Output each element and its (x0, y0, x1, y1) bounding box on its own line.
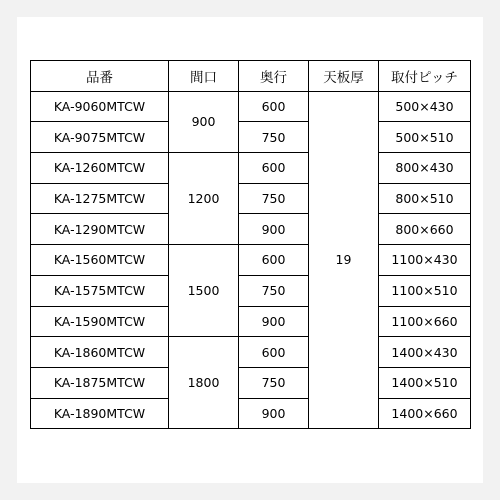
model-cell: KA-1860MTCW (31, 337, 169, 368)
model-cell: KA-1560MTCW (31, 245, 169, 276)
model-cell: KA-1590MTCW (31, 306, 169, 337)
table-row (31, 122, 471, 153)
model-cell: KA-9060MTCW (31, 91, 169, 122)
pitch-cell: 800×660 (379, 214, 471, 245)
header-width: 間口 (169, 61, 239, 92)
spec-table (30, 60, 471, 429)
depth-cell: 600 (239, 245, 309, 276)
pitch-cell: 1100×510 (379, 275, 471, 306)
depth-cell: 900 (239, 214, 309, 245)
header-row (31, 61, 471, 92)
depth-cell: 600 (239, 153, 309, 184)
table-row (31, 337, 471, 368)
depth-cell: 900 (239, 398, 309, 429)
header-model: 品番 (31, 61, 169, 92)
pitch-cell: 1400×430 (379, 337, 471, 368)
depth-cell: 750 (239, 275, 309, 306)
header-depth: 奥行 (239, 61, 309, 92)
table-row (31, 398, 471, 429)
table-row (31, 91, 471, 122)
model-cell: KA-9075MTCW (31, 122, 169, 153)
depth-cell: 750 (239, 367, 309, 398)
table-row (31, 245, 471, 276)
model-cell: KA-1575MTCW (31, 275, 169, 306)
table-row (31, 367, 471, 398)
header-thickness: 天板厚 (309, 61, 379, 92)
pitch-cell: 800×510 (379, 183, 471, 214)
pitch-cell: 500×430 (379, 91, 471, 122)
pitch-cell: 1100×430 (379, 245, 471, 276)
pitch-cell: 1100×660 (379, 306, 471, 337)
thickness-cell: 19 (309, 91, 379, 429)
depth-cell: 750 (239, 122, 309, 153)
depth-cell: 600 (239, 91, 309, 122)
model-cell: KA-1290MTCW (31, 214, 169, 245)
table-row (31, 214, 471, 245)
model-cell: KA-1890MTCW (31, 398, 169, 429)
width-cell: 1500 (169, 245, 239, 337)
depth-cell: 900 (239, 306, 309, 337)
table-row (31, 153, 471, 184)
table-row (31, 275, 471, 306)
pitch-cell: 500×510 (379, 122, 471, 153)
pitch-cell: 1400×510 (379, 367, 471, 398)
pitch-cell: 800×430 (379, 153, 471, 184)
model-cell: KA-1275MTCW (31, 183, 169, 214)
width-cell: 1800 (169, 337, 239, 429)
table-row (31, 306, 471, 337)
model-cell: KA-1260MTCW (31, 153, 169, 184)
width-cell: 900 (169, 91, 239, 152)
depth-cell: 750 (239, 183, 309, 214)
table-row (31, 183, 471, 214)
pitch-cell: 1400×660 (379, 398, 471, 429)
width-cell: 1200 (169, 153, 239, 245)
depth-cell: 600 (239, 337, 309, 368)
model-cell: KA-1875MTCW (31, 367, 169, 398)
header-pitch: 取付ピッチ (379, 61, 471, 92)
